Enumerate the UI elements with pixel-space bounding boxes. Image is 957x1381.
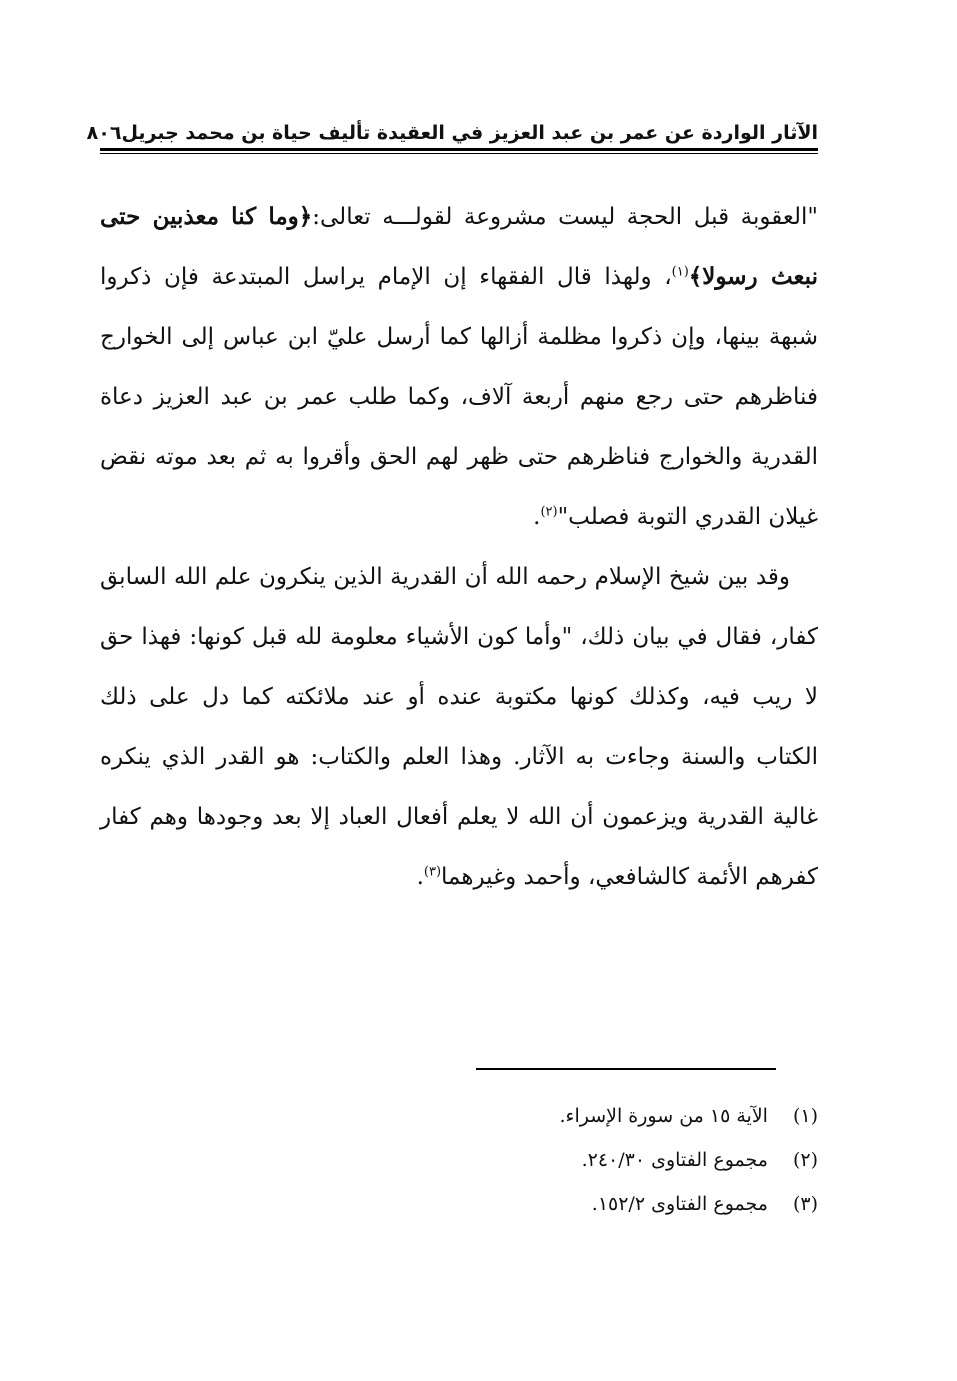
paragraph-1: [100, 187, 818, 547]
footnote-item: [300, 1138, 818, 1182]
footnote-ref-3[interactable]: (٣): [423, 864, 442, 880]
quran-close-bracket: ﴾: [688, 263, 703, 290]
paragraph-1-body: ، ولهذا قال الفقهاء إن الإمام يراسل المبتدعة فإن ذكروا شبهة بينها، وإن ذكروا مظلمة أزالها كما أرسل عليّ ابن عباس إلى الخوارج فناظرهم حتى رجع منهم أربعة آلاف، وكما طلب عمر بن عبد العزيز دعاة القدرية والخوارج فناظرهم حتى ظهر لهم الحق وأقروا به ثم بعد موته نقض غيلان القدري التوبة فصلب": [100, 264, 818, 530]
header-rule-thick: [100, 148, 818, 151]
paragraph-1-intro: "العقوبة قبل الحجة ليست مشروعة لقولـــه تعالى:: [312, 204, 818, 230]
quran-open-bracket: ﴿: [298, 203, 313, 230]
paragraph-2-body: وقد بين شيخ الإسلام رحمه الله أن القدرية الذين ينكرون علم الله السابق كفار، فقال في بيان ذلك، "وأما كون الأشياء معلومة لله قبل كونها: فهذا حق لا ريب فيه، وكذلك كونها مكتوبة عنده أو عند ملائكته كما دل على ذلك الكتاب والسنة وجاءت به الآثار. وهذا العلم والكتاب: هو القدر الذي ينكره غالية القدرية ويزعمون أن الله لا يعلم أفعال العباد إلا بعد وجودها وهم كفار كفرهم الأئمة كالشافعي، وأحمد وغيرهما: [100, 564, 818, 890]
footnotes: [300, 1094, 818, 1226]
running-header: [86, 112, 818, 146]
page-number: ٨٠٦: [86, 122, 122, 144]
paragraph-2: [100, 547, 818, 907]
footnote-separator: [476, 1068, 776, 1070]
header-rule-thin: [100, 153, 818, 154]
header-title: الآثار الواردة عن عمر بن عبد العزيز في العقيدة تأليف حياة بن محمد جبريل: [121, 122, 818, 144]
footnote-item: [300, 1094, 818, 1138]
main-text: [100, 187, 818, 907]
quran-verse: وما كنا معذبين حتى نبعث رسولا: [100, 203, 818, 290]
footnote-text: مجموع الفتاوى ١٥٢/٢.: [591, 1193, 768, 1215]
footnote-text: الآية ١٥ من سورة الإسراء.: [559, 1105, 768, 1127]
paragraph-2-end: .: [416, 864, 424, 890]
footnote-item: [300, 1182, 818, 1226]
footnote-number: (٢): [792, 1149, 818, 1171]
footnote-ref-2[interactable]: (٢): [540, 504, 558, 520]
footnote-text: مجموع الفتاوى ٢٤٠/٣٠.: [581, 1149, 768, 1171]
footnote-number: (٣): [792, 1193, 818, 1215]
paragraph-1-end: .: [533, 504, 541, 530]
footnote-number: (١): [792, 1105, 818, 1127]
footnote-ref-1[interactable]: (١): [671, 264, 689, 280]
